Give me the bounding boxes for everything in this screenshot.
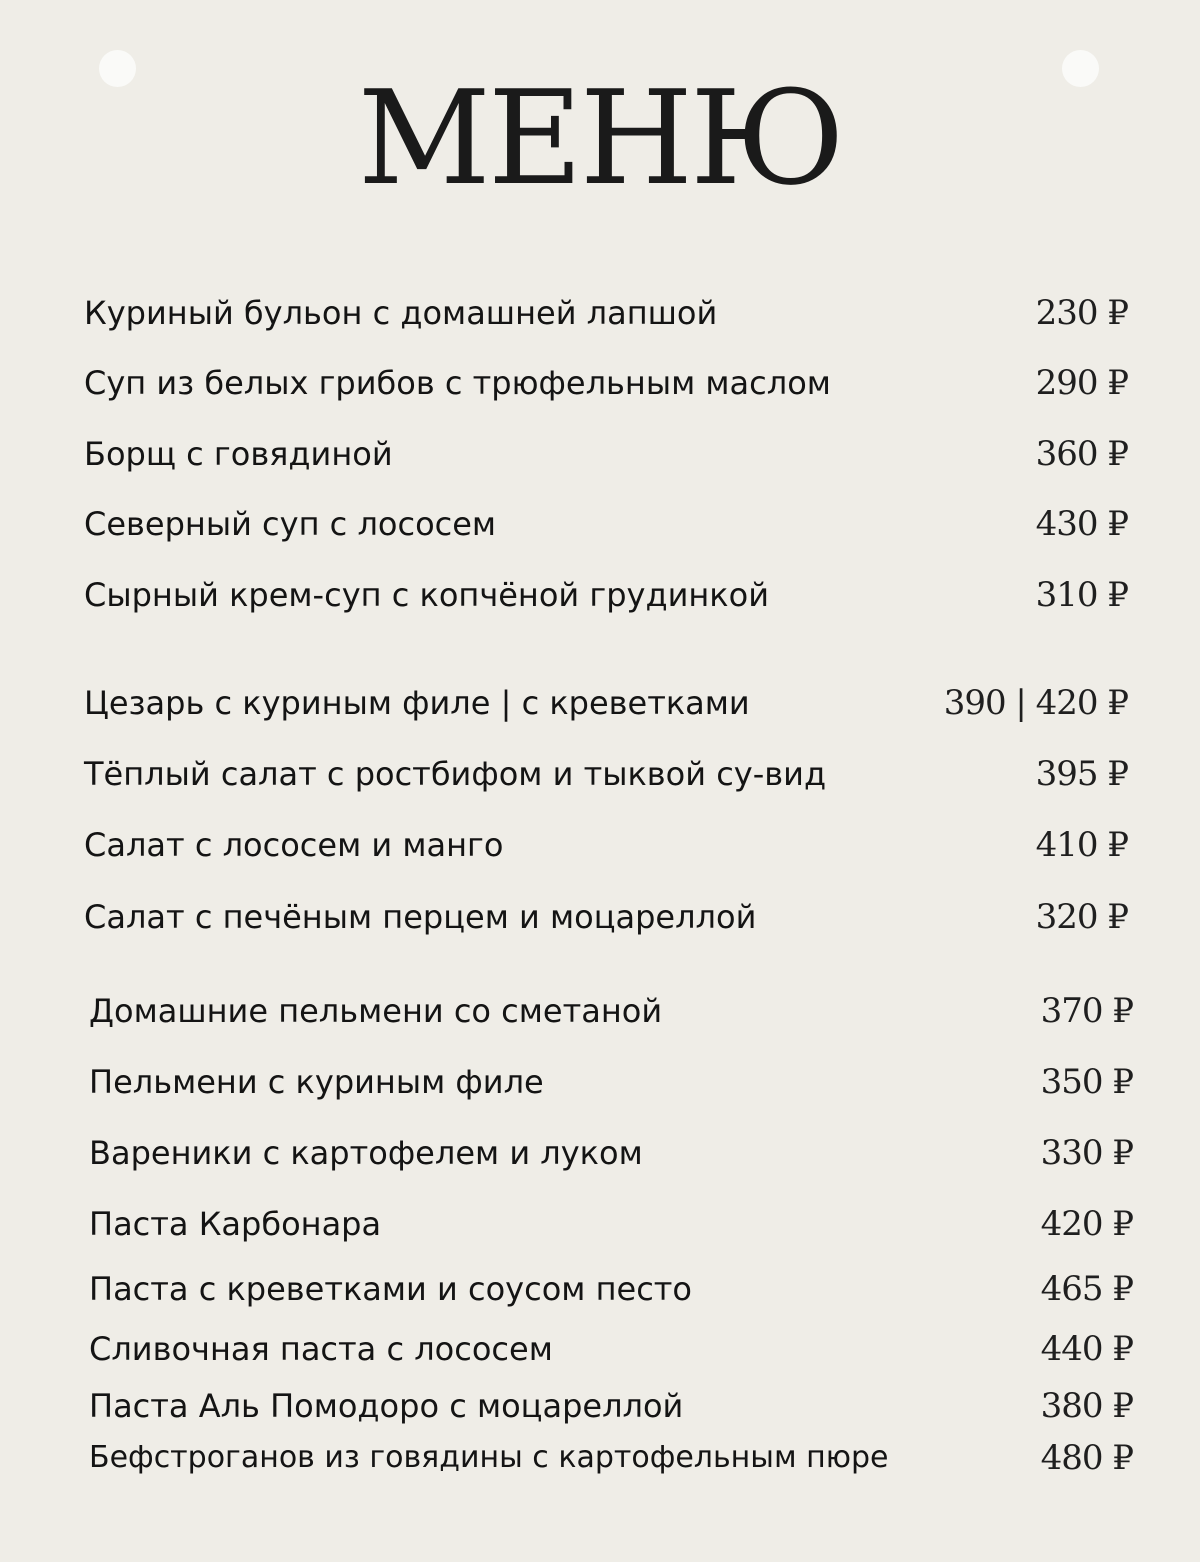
menu-item-price: 430 ₽ bbox=[1035, 504, 1128, 544]
menu-item-name: Бефстроганов из говядины с картофельным пюре bbox=[89, 1440, 889, 1475]
menu-item-price: 310 ₽ bbox=[1035, 575, 1128, 615]
menu-item-price: 380 ₽ bbox=[1040, 1386, 1133, 1426]
menu-item-price: 480 ₽ bbox=[1040, 1438, 1133, 1478]
menu-item bbox=[84, 431, 1128, 477]
menu-item-name: Куриный бульон с домашней лапшой bbox=[84, 294, 718, 332]
menu-item-name: Паста с креветками и соусом песто bbox=[89, 1270, 692, 1308]
menu-item bbox=[89, 1383, 1133, 1429]
menu-item-name: Северный суп с лососем bbox=[84, 505, 497, 543]
menu-item-name: Борщ с говядиной bbox=[84, 435, 393, 473]
menu-item-name: Домашние пельмени со сметаной bbox=[89, 992, 663, 1030]
menu-item-price: 330 ₽ bbox=[1040, 1133, 1133, 1173]
menu-item bbox=[89, 1059, 1133, 1105]
menu-item-price: 410 ₽ bbox=[1035, 825, 1128, 865]
menu-item bbox=[89, 1201, 1133, 1247]
menu-item-price: 350 ₽ bbox=[1040, 1062, 1133, 1102]
menu-item-name: Салат с печёным перцем и моцареллой bbox=[84, 898, 757, 936]
menu-item bbox=[89, 988, 1133, 1034]
menu-item-name: Вареники с картофелем и луком bbox=[89, 1134, 643, 1172]
menu-item bbox=[89, 1435, 1133, 1481]
menu-item-name: Сырный крем-суп с копчёной грудинкой bbox=[84, 576, 769, 614]
menu-item-price: 370 ₽ bbox=[1040, 991, 1133, 1031]
menu-item-name: Тёплый салат с ростбифом и тыквой су-вид bbox=[84, 755, 827, 793]
menu-item-price: 440 ₽ bbox=[1040, 1329, 1133, 1369]
menu-item bbox=[89, 1130, 1133, 1176]
menu-item-name: Паста Аль Помодоро с моцареллой bbox=[89, 1387, 684, 1425]
menu-title: МЕНЮ bbox=[357, 62, 843, 214]
menu-item-price: 320 ₽ bbox=[1035, 897, 1128, 937]
menu-item bbox=[84, 572, 1128, 618]
menu-item bbox=[89, 1266, 1133, 1312]
menu-item bbox=[84, 360, 1128, 406]
menu-item bbox=[84, 290, 1128, 336]
menu-item-price: 290 ₽ bbox=[1035, 363, 1128, 403]
menu-item-price: 230 ₽ bbox=[1035, 293, 1128, 333]
menu-item-name: Сливочная паста с лососем bbox=[89, 1330, 553, 1368]
menu-item-name: Пельмени с куриным филе bbox=[89, 1063, 544, 1101]
menu-item-price: 465 ₽ bbox=[1040, 1269, 1133, 1309]
menu-item-price: 395 ₽ bbox=[1035, 754, 1128, 794]
menu-item-price: 390 | 420 ₽ bbox=[943, 683, 1128, 723]
menu-item-name: Салат с лососем и манго bbox=[84, 826, 504, 864]
menu-item-name: Паста Карбонара bbox=[89, 1205, 382, 1243]
menu-item-name: Суп из белых грибов с трюфельным маслом bbox=[84, 364, 831, 402]
menu-item bbox=[84, 751, 1128, 797]
menu-item bbox=[84, 894, 1128, 940]
menu-item-price: 420 ₽ bbox=[1040, 1204, 1133, 1244]
menu-item bbox=[84, 501, 1128, 547]
menu-item-name: Цезарь с куриным филе | с креветками bbox=[84, 684, 750, 722]
menu-item bbox=[89, 1326, 1133, 1372]
menu-item bbox=[84, 822, 1128, 868]
menu-item-price: 360 ₽ bbox=[1035, 434, 1128, 474]
menu-item bbox=[84, 680, 1128, 726]
